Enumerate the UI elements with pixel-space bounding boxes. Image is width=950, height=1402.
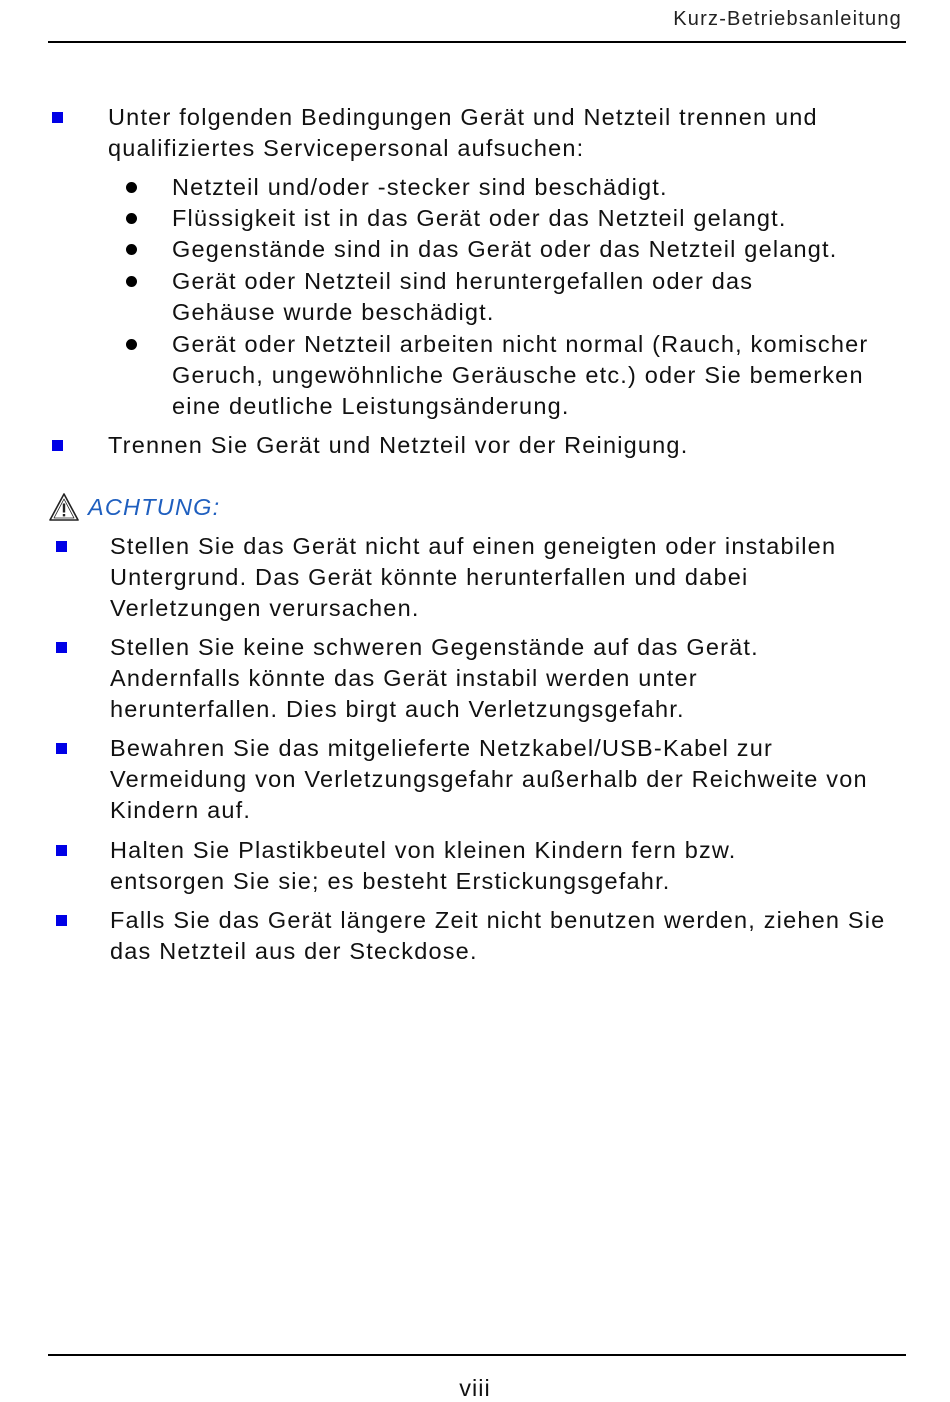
caution-item: Halten Sie Plastikbeutel von kleinen Kindern fern bzw. entsorgen Sie sie; es besteht Erstickungsgefahr.: [110, 837, 737, 894]
list-item-cleaning: Trennen Sie Gerät und Netzteil vor der Reinigung.: [108, 432, 689, 458]
list-item-disconnect-conditions: Unter folgenden Bedingungen Gerät und Netzteil trennen und qualifiziertes Servicepersonal aufsuchen:: [108, 104, 818, 161]
header-rule: [48, 41, 906, 43]
caution-item: Bewahren Sie das mitgelieferte Netzkabel/USB-Kabel zur Vermeidung von Verletzungsgefahr außerhalb der Reichweite von Kindern auf.: [110, 735, 868, 823]
sub-list-item: Gerät oder Netzteil arbeiten nicht normal (Rauch, komischer Geruch, ungewöhnliche Geräusche etc.) oder Sie bemerken eine deutliche Leistungsänderung.: [172, 331, 869, 419]
square-bullet-icon: [56, 915, 67, 926]
round-bullet-icon: [126, 276, 137, 287]
footer-rule: [48, 1354, 906, 1356]
sub-list-item: Netzteil und/oder -stecker sind beschädigt.: [172, 174, 668, 200]
caution-item: Falls Sie das Gerät längere Zeit nicht benutzen werden, ziehen Sie das Netzteil aus der Steckdose.: [110, 907, 886, 964]
sub-list-item: Flüssigkeit ist in das Gerät oder das Netzteil gelangt.: [172, 205, 787, 231]
square-bullet-icon: [52, 112, 63, 123]
sub-list-item: Gerät oder Netzteil sind heruntergefallen oder das Gehäuse wurde beschädigt.: [172, 268, 754, 325]
square-bullet-icon: [56, 642, 67, 653]
caution-item: Stellen Sie keine schweren Gegenstände auf das Gerät. Andernfalls könnte das Gerät instabil werden unter herunterfallen. Dies birgt auch Verletzungsgefahr.: [110, 634, 759, 722]
caution-label: ACHTUNG:: [88, 493, 221, 520]
square-bullet-icon: [56, 845, 67, 856]
warning-triangle-icon: [48, 492, 80, 522]
round-bullet-icon: [126, 182, 137, 193]
square-bullet-icon: [52, 440, 63, 451]
square-bullet-icon: [56, 743, 67, 754]
caution-item: Stellen Sie das Gerät nicht auf einen geneigten oder instabilen Untergrund. Das Gerät könnte herunterfallen und dabei Verletzungen verursachen.: [110, 533, 837, 621]
round-bullet-icon: [126, 213, 137, 224]
square-bullet-icon: [56, 541, 67, 552]
sub-list-item: Gegenstände sind in das Gerät oder das Netzteil gelangt.: [172, 236, 838, 262]
page-number: viii: [459, 1375, 491, 1401]
running-header-title: Kurz-Betriebsanleitung: [673, 8, 902, 30]
round-bullet-icon: [126, 244, 137, 255]
round-bullet-icon: [126, 339, 137, 350]
caution-heading: [48, 490, 220, 524]
